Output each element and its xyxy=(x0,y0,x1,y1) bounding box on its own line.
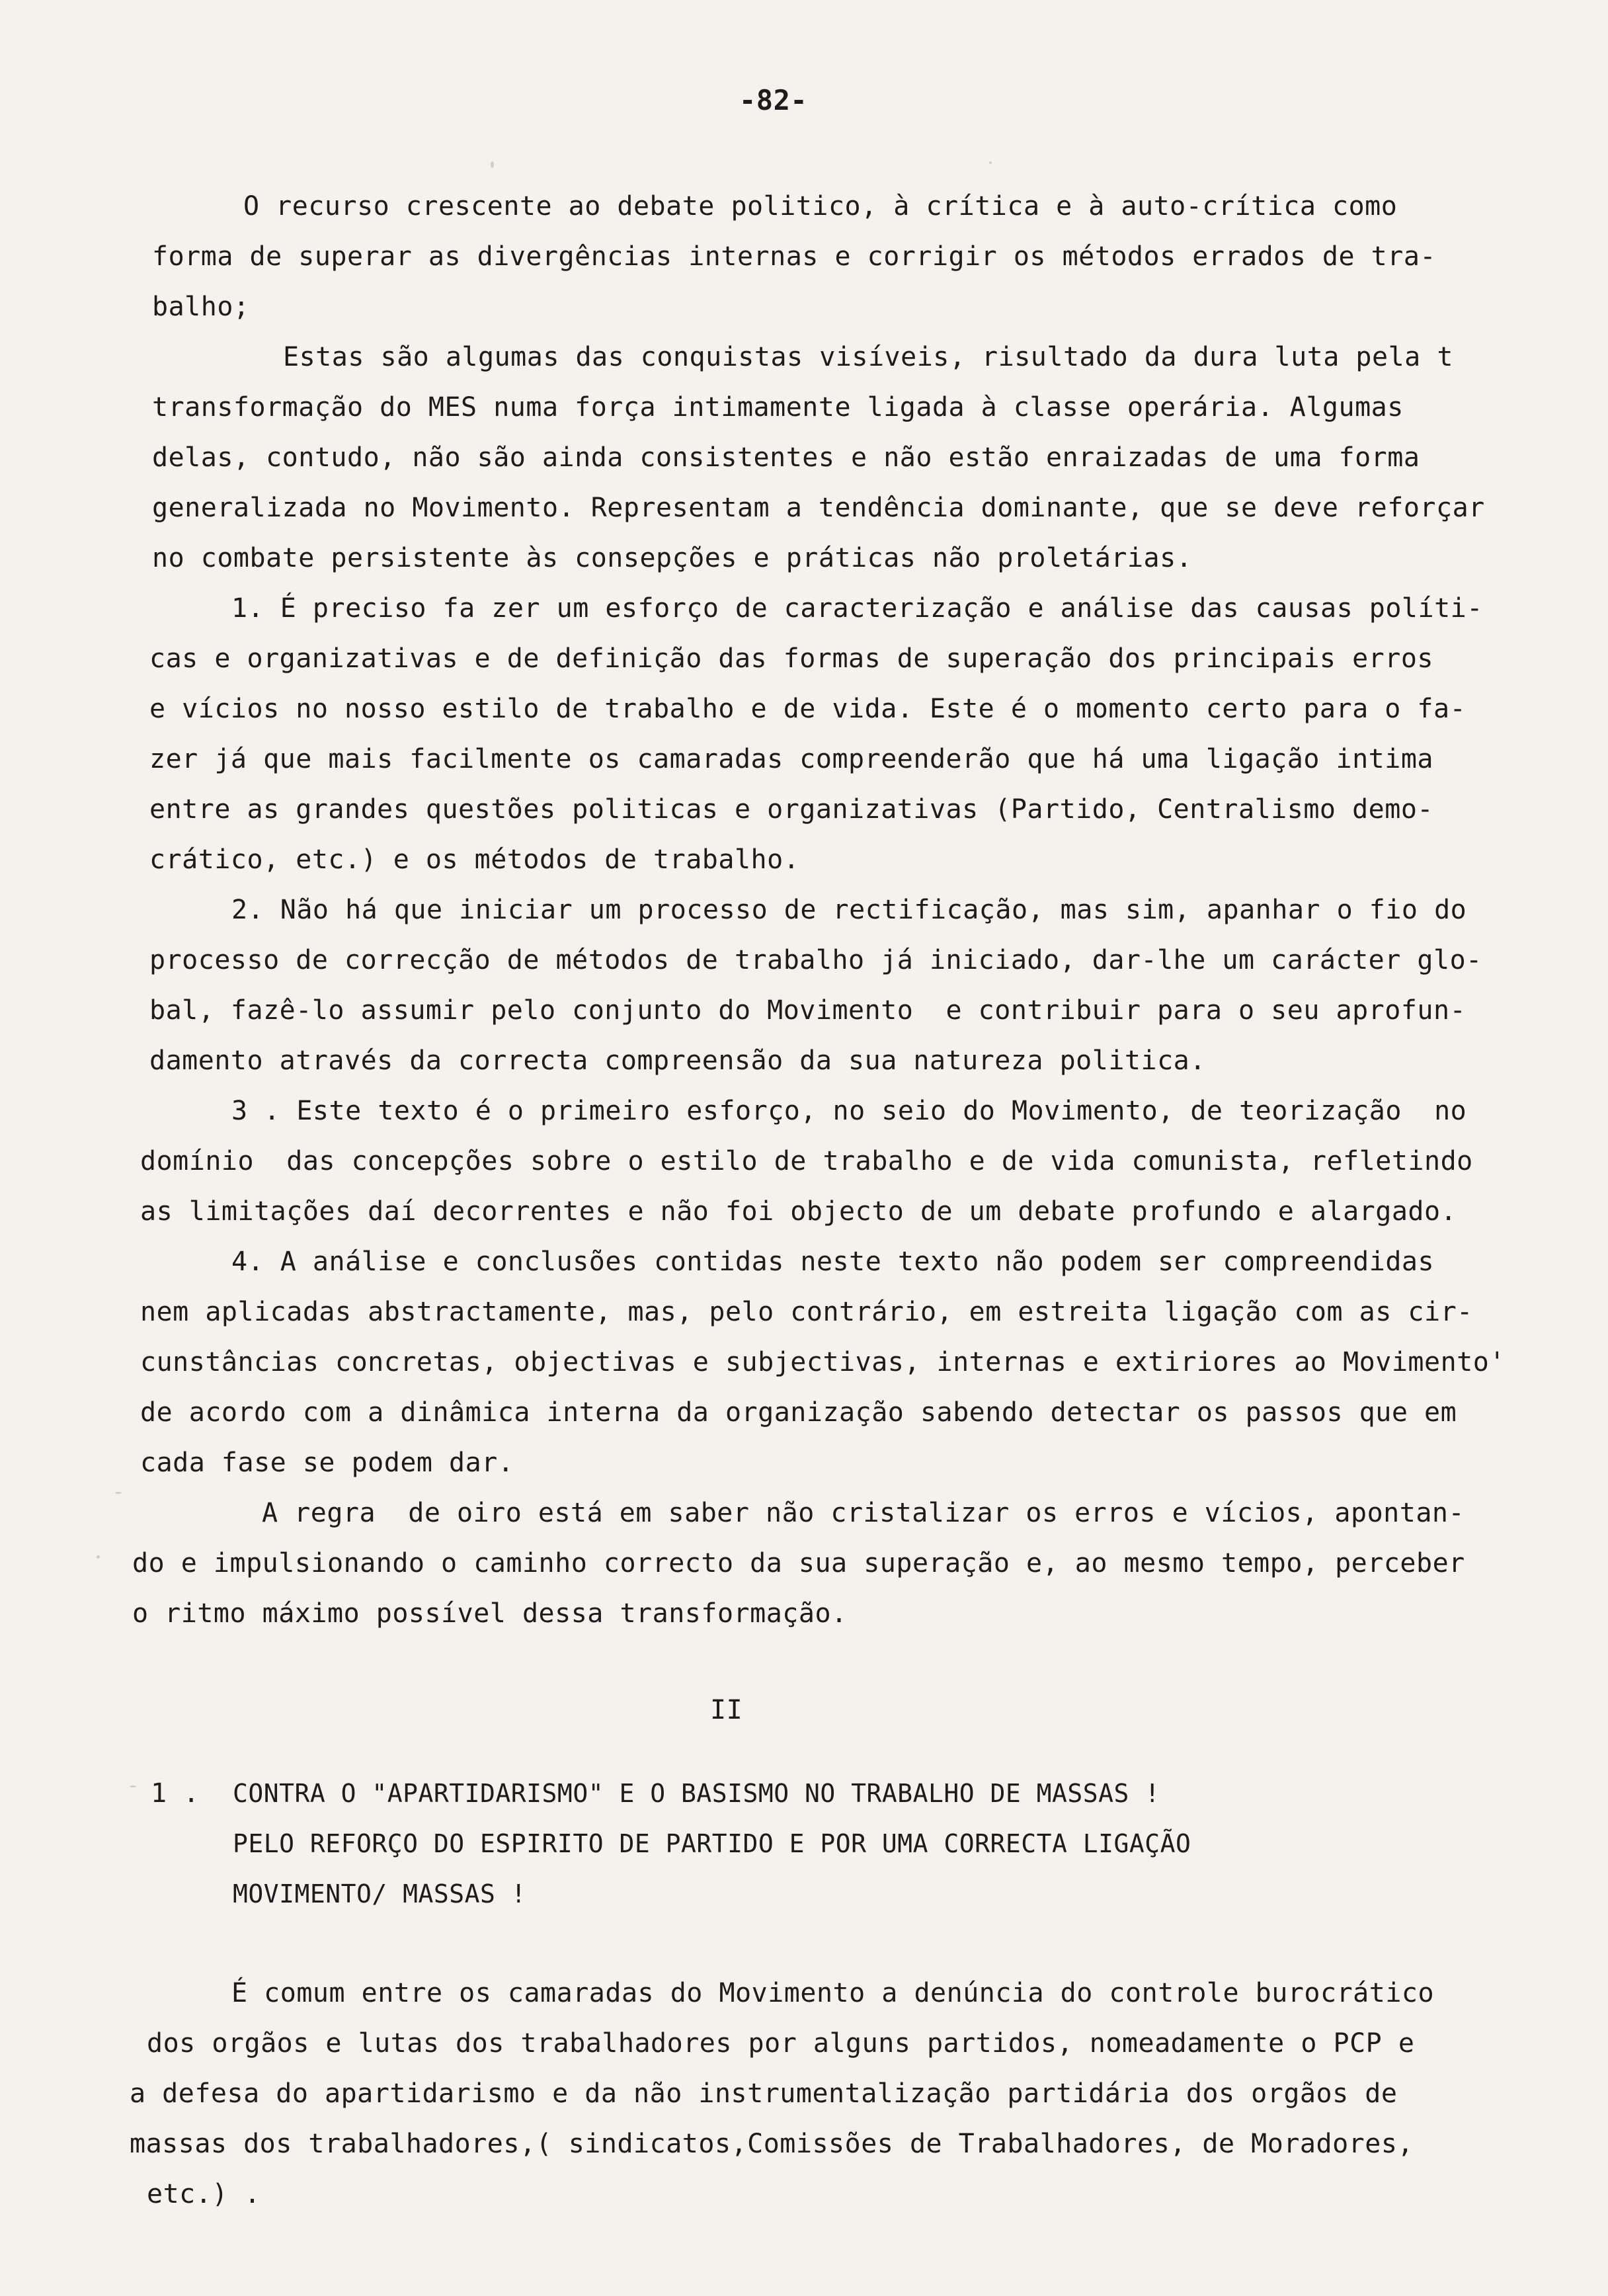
heading-line-3: MOVIMENTO/ MASSAS ! xyxy=(233,1879,527,1908)
text-line: É comum entre os camaradas do Movimento a denúncia do controle burocrático xyxy=(231,1978,1435,2008)
text-line: cada fase se podem dar. xyxy=(140,1448,514,1478)
text-line: a defesa do apartidarismo e da não instrumentalização partidária dos orgãos de xyxy=(130,2078,1398,2109)
text-line: delas, contudo, não são ainda consistentes e não estão enraizadas de uma forma xyxy=(152,442,1420,473)
text-line: forma de superar as divergências internas e corrigir os métodos errados de tra- xyxy=(152,241,1436,272)
text-line: massas dos trabalhadores,( sindicatos,Comissões de Trabalhadores, de Moradores, xyxy=(130,2129,1414,2159)
text-line: generalizada no Movimento. Representam a tendência dominante, que se deve reforçar xyxy=(152,493,1485,523)
scan-speck xyxy=(491,161,494,168)
text-line: 4. A análise e conclusões contidas neste texto não podem ser compreendidas xyxy=(231,1247,1435,1277)
text-line: no combate persistente às consepções e práticas não proletárias. xyxy=(152,543,1193,573)
heading-line-1: CONTRA O "APARTIDARISMO" E O BASISMO NO TRABALHO DE MASSAS ! xyxy=(233,1779,1160,1808)
text-line: do e impulsionando o caminho correcto da sua superação e, ao mesmo tempo, perceber xyxy=(132,1548,1465,1578)
text-line: transformação do MES numa força intimamente ligada à classe operária. Algumas xyxy=(152,392,1404,423)
text-line: balho; xyxy=(152,292,250,322)
text-line: entre as grandes questões politicas e organizativas (Partido, Centralismo demo- xyxy=(149,794,1433,825)
text-line: A regra de oiro está em saber não cristalizar os erros e vícios, apontan- xyxy=(262,1498,1465,1528)
scan-speck xyxy=(989,161,992,164)
text-line: 1. É preciso fa zer um esforço de caracterização e análise das causas políti- xyxy=(231,593,1483,624)
text-line: cas e organizativas e de definição das formas de superação dos principais erros xyxy=(149,643,1433,674)
text-line: as limitações daí decorrentes e não foi objecto de um debate profundo e alargado. xyxy=(140,1196,1457,1227)
text-line: processo de correcção de métodos de trabalho já iniciado, dar-lhe um carácter glo- xyxy=(149,945,1482,975)
text-line: O recurso crescente ao debate politico, à crítica e à auto-crítica como xyxy=(243,191,1398,222)
page-number: -82- xyxy=(739,84,808,116)
text-line: o ritmo máximo possível dessa transformação. xyxy=(132,1598,848,1629)
scan-speck xyxy=(115,1492,122,1494)
heading-line-2: PELO REFORÇO DO ESPIRITO DE PARTIDO E POR UMA CORRECTA LIGAÇÃO xyxy=(233,1829,1191,1858)
text-line: cunstâncias concretas, objectivas e subjectivas, internas e extiriores ao Movimento' xyxy=(140,1347,1506,1377)
text-line: domínio das concepções sobre o estilo de trabalho e de vida comunista, refletindo xyxy=(140,1146,1473,1176)
text-line: dos orgãos e lutas dos trabalhadores por alguns partidos, nomeadamente o PCP e xyxy=(147,2028,1415,2059)
text-line: etc.) . xyxy=(147,2179,261,2209)
text-line: Estas são algumas das conquistas visíveis, risultado da dura luta pela t xyxy=(283,342,1453,372)
text-line: nem aplicadas abstractamente, mas, pelo contrário, em estreita ligação com as cir- xyxy=(140,1297,1473,1327)
section-numeral: II xyxy=(710,1695,743,1725)
text-line: 2. Não há que iniciar um processo de rectificação, mas sim, apanhar o fio do xyxy=(231,895,1467,925)
text-line: de acordo com a dinâmica interna da organização sabendo detectar os passos que em xyxy=(140,1397,1457,1428)
scan-speck xyxy=(97,1555,100,1559)
heading-number: 1 . xyxy=(151,1778,200,1809)
text-line: 3 . Este texto é o primeiro esforço, no seio do Movimento, de teorização no xyxy=(231,1096,1467,1126)
text-line: damento através da correcta compreensão da sua natureza politica. xyxy=(149,1046,1206,1076)
text-line: bal, fazê-lo assumir pelo conjunto do Movimento e contribuir para o seu aprofun- xyxy=(149,995,1467,1026)
text-line: zer já que mais facilmente os camaradas compreenderão que há uma ligação intima xyxy=(149,744,1433,774)
text-line: e vícios no nosso estilo de trabalho e de vida. Este é o momento certo para o fa- xyxy=(149,694,1467,724)
scan-speck xyxy=(130,1785,136,1787)
text-line: crático, etc.) e os métodos de trabalho. xyxy=(149,844,800,875)
